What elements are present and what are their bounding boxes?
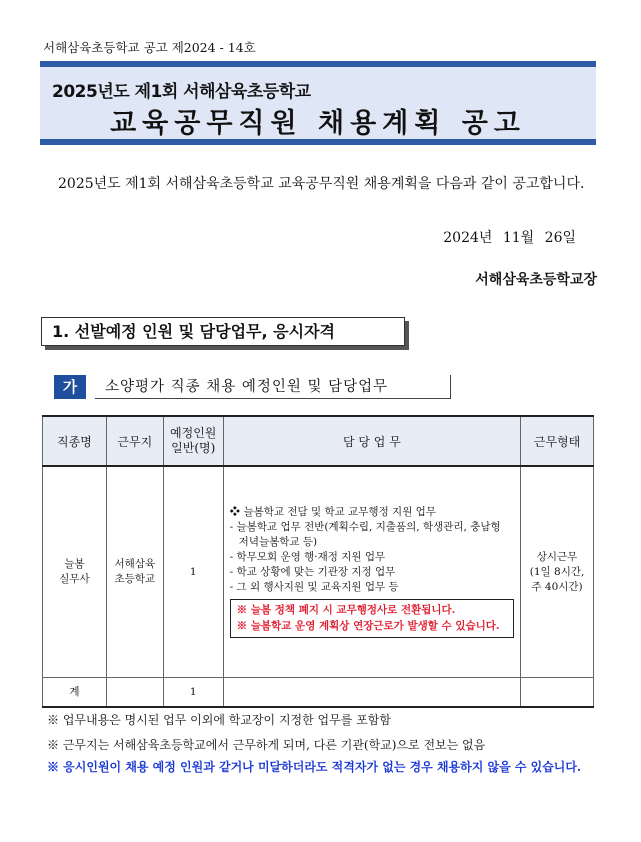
header-place: 근무지 <box>106 416 163 466</box>
header-type: 근무형태 <box>521 416 594 466</box>
banner-subtitle: 2025년도 제1회 서해삼육초등학교 <box>52 82 311 102</box>
header-duties: 담 당 업 무 <box>223 416 520 466</box>
cell-job-text: 늘봄 실무사 <box>59 558 90 585</box>
cell-duties <box>223 466 520 678</box>
note-line: ※ 근무지는 서해삼육초등학교에서 근무하게 되며, 다른 기관(학교)으로 전보는 없음 <box>47 738 486 752</box>
warning-line: ※ 늘봄 정책 폐지 시 교무행정사로 전환됩니다. <box>236 603 456 616</box>
cell-type-text: 상시근무 (1일 8시간, 주 40시간) <box>529 550 585 593</box>
cell-count: 1 <box>163 466 223 678</box>
duty-item: - 늘봄학교 업무 전반(계획수립, 지출품의, 학생관리, 충남형 저녁늘봄학교 등) <box>229 520 501 548</box>
table-row <box>43 466 594 678</box>
total-empty <box>223 678 520 708</box>
total-label: 계 <box>43 678 107 708</box>
notice-date: 2024년 11월 26일 <box>443 230 576 246</box>
note-line: ※ 업무내용은 명시된 업무 이외에 학교장이 지정한 업무를 포함함 <box>47 713 391 727</box>
intro-text: 2025년도 제1회 서해삼육초등학교 교육공무직원 채용계획을 다음과 같이 공고합니다. <box>58 176 585 192</box>
total-empty <box>106 678 163 708</box>
header-count <box>163 416 223 466</box>
table-header-row <box>43 416 594 466</box>
total-count: 1 <box>163 678 223 708</box>
title-banner <box>40 61 596 145</box>
warning-box <box>230 599 514 638</box>
notice-number: 서해삼육초등학교 공고 제2024 - 14호 <box>43 40 256 55</box>
subsection-title: 소양평가 직종 채용 예정인원 및 담당업무 <box>95 375 451 399</box>
page-title: 교육공무직원 채용계획 공고 <box>110 108 526 139</box>
duty-item: - 그 외 행사지원 및 교육지원 업무 등 <box>229 580 399 593</box>
cell-place-text: 서해삼육 초등학교 <box>114 558 156 585</box>
recruitment-table <box>42 415 594 708</box>
duty-lead: ❖ 늘봄학교 전담 및 학교 교무행정 지원 업무 <box>229 505 436 518</box>
cell-place <box>106 466 163 678</box>
section-heading: 1. 선발예정 인원 및 담당업무, 응시자격 <box>41 317 405 346</box>
total-row <box>43 678 594 708</box>
warning-line: ※ 늘봄학교 운영 계획상 연장근로가 발생할 수 있습니다. <box>236 619 500 632</box>
cell-job <box>43 466 107 678</box>
note-important: ※ 응시인원이 채용 예정 인원과 같거나 미달하더라도 적격자가 없는 경우 채용하지 않을 수 있습니다. <box>47 760 582 774</box>
signer: 서해삼육초등학교장 <box>475 272 597 288</box>
total-empty <box>521 678 594 708</box>
duty-item: - 학교 상황에 맞는 기관장 지정 업무 <box>229 565 396 578</box>
cell-type <box>521 466 594 678</box>
duty-item: - 학무모회 운영 행·재정 지원 업무 <box>229 550 386 563</box>
header-count-text: 예정인원 일반(명) <box>170 426 217 455</box>
header-job: 직종명 <box>43 416 107 466</box>
subsection-tag: 가 <box>54 375 86 399</box>
